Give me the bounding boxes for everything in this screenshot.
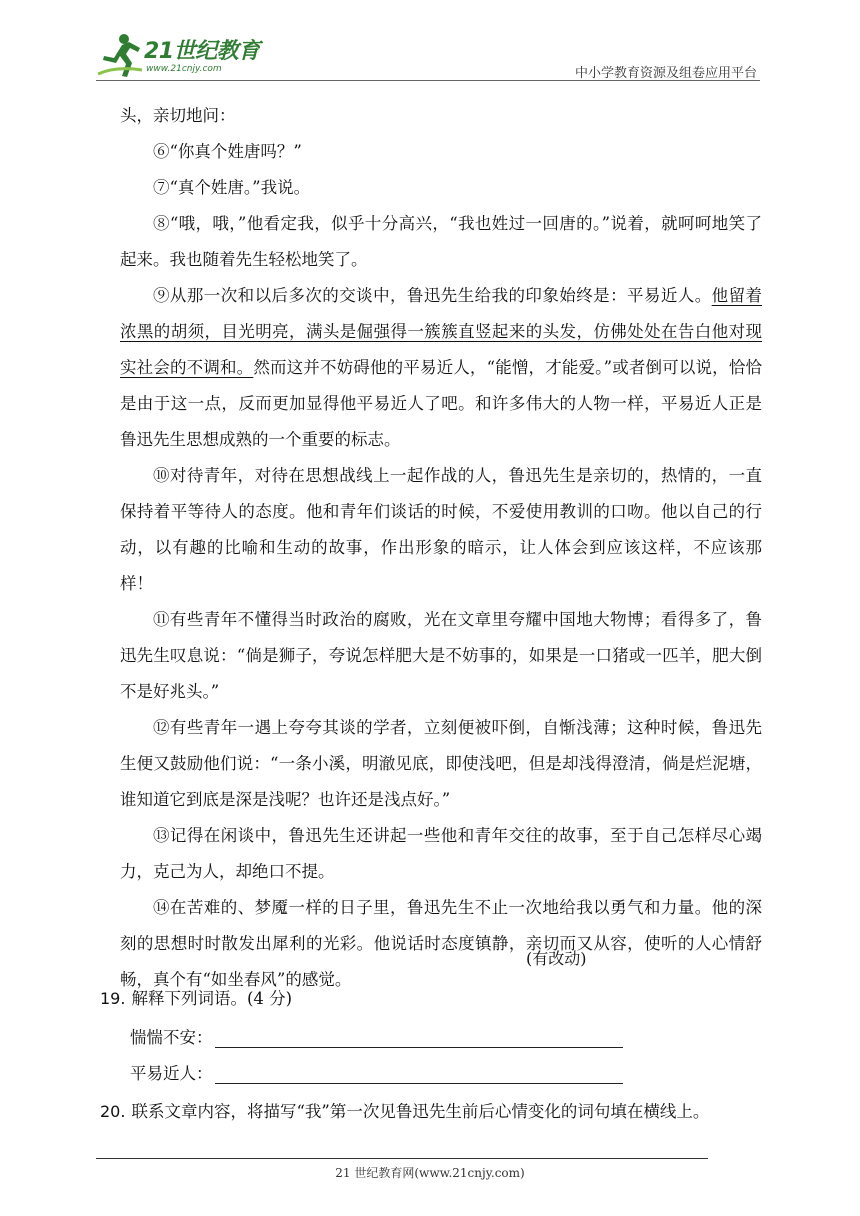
page-header bbox=[0, 0, 860, 90]
answer-row-1 bbox=[130, 1024, 623, 1048]
paragraph-10: ⑩对待青年，对待在思想战线上一起作战的人，鲁迅先生是亲切的，热情的，一直保持着平等待人的态度。他和青年们谈话的时候，不爱使用教训的口吻。他以自己的行动，以有趣的比喻和生动的故事，作出形象的暗示，让人体会到应该这样，不应该那样！ bbox=[120, 466, 762, 593]
paragraph-9-rest: 然而这并不妨碍他的平易近人，“能憎，才能爱。”或者倒可以说，恰恰是由于这一点，反而更加显得他平易近人了吧。和许多伟大的人物一样，平易近人正是鲁迅先生思想成熟的一个重要的标志。 bbox=[120, 358, 763, 449]
header-divider bbox=[96, 80, 760, 81]
question-19 bbox=[100, 985, 292, 1009]
logo-text: 21世纪教育 bbox=[144, 39, 260, 64]
paragraph-13: ⑬记得在闲谈中，鲁迅先生还讲起一些他和青年交往的故事，至于自己怎样尽心竭力，克己为人，却绝口不提。 bbox=[120, 826, 762, 881]
article-body bbox=[120, 98, 762, 998]
footer-divider bbox=[96, 1158, 708, 1159]
paragraph-12: ⑫有些青年一遇上夸夸其谈的学者，立刻便被吓倒，自惭浅薄；这种时候，鲁迅先生便又鼓励他们说：“一条小溪，明澈见底，即使浅吧，但是却浅得澄清，倘是烂泥塘，谁知道它到底是深是浅呢？也许还是浅点好。” bbox=[120, 718, 762, 809]
paragraph-9 bbox=[120, 278, 762, 458]
question-20-number: 20. bbox=[100, 1102, 126, 1121]
logo-url: www.21cnjy.com bbox=[146, 64, 222, 74]
platform-name: 中小学教育资源及组卷应用平台 bbox=[574, 66, 757, 81]
question-20-text: 联系文章内容，将描写“我”第一次见鲁迅先生前后心情变化的词句填在横线上。 bbox=[131, 1102, 710, 1121]
underlined-sentence: 他留着浓黑的胡须，目光明亮，满头是倔强得一簇簇直竖起来的头发，仿佛处处在告白他对现实社会的不调和。 bbox=[120, 286, 763, 377]
site-logo bbox=[96, 30, 266, 82]
term-label-2: 平易近人： bbox=[130, 1064, 213, 1083]
paragraph-6: ⑥“你真个姓唐吗？” bbox=[153, 142, 302, 161]
paragraph-11: ⑪有些青年不懂得当时政治的腐败，光在文章里夸耀中国地大物博；看得多了，鲁迅先生叹息说：“倘是狮子，夸说怎样肥大是不妨事的，如果是一口猪或一匹羊，肥大倒不是好兆头。” bbox=[120, 610, 762, 701]
paragraph-9-lead: ⑨从那一次和以后多次的交谈中，鲁迅先生给我的印象始终是：平易近人。 bbox=[153, 286, 712, 305]
page-footer: 21 世纪教育网(www.21cnjy.com) bbox=[335, 1166, 525, 1180]
question-19-text: 解释下列词语。(4 分) bbox=[131, 989, 293, 1008]
revision-note: (有改动) bbox=[526, 949, 587, 968]
answer-blank-2[interactable] bbox=[215, 1065, 623, 1084]
question-20 bbox=[100, 1098, 709, 1122]
question-19-number: 19. bbox=[100, 989, 126, 1008]
paragraph-14: ⑭在苦难的、梦魇一样的日子里，鲁迅先生不止一次地给我以勇气和力量。他的深刻的思想时时散发出犀利的光彩。他说话时态度镇静，亲切而又从容，使听的人心情舒畅，真个有“如坐春风”的感觉。 bbox=[120, 898, 762, 989]
paragraph-7: ⑦“真个姓唐。”我说。 bbox=[153, 178, 311, 197]
paragraph-continuation: 头，亲切地问： bbox=[120, 106, 236, 125]
answer-blank-1[interactable] bbox=[215, 1029, 623, 1048]
answer-row-2 bbox=[130, 1060, 623, 1084]
term-label-1: 惴惴不安： bbox=[130, 1028, 213, 1047]
runner-icon bbox=[96, 30, 148, 82]
paragraph-8: ⑧“哦，哦，”他看定我，似乎十分高兴，“我也姓过一回唐的。”说着，就呵呵地笑了起来。我也随着先生轻松地笑了。 bbox=[120, 214, 762, 269]
